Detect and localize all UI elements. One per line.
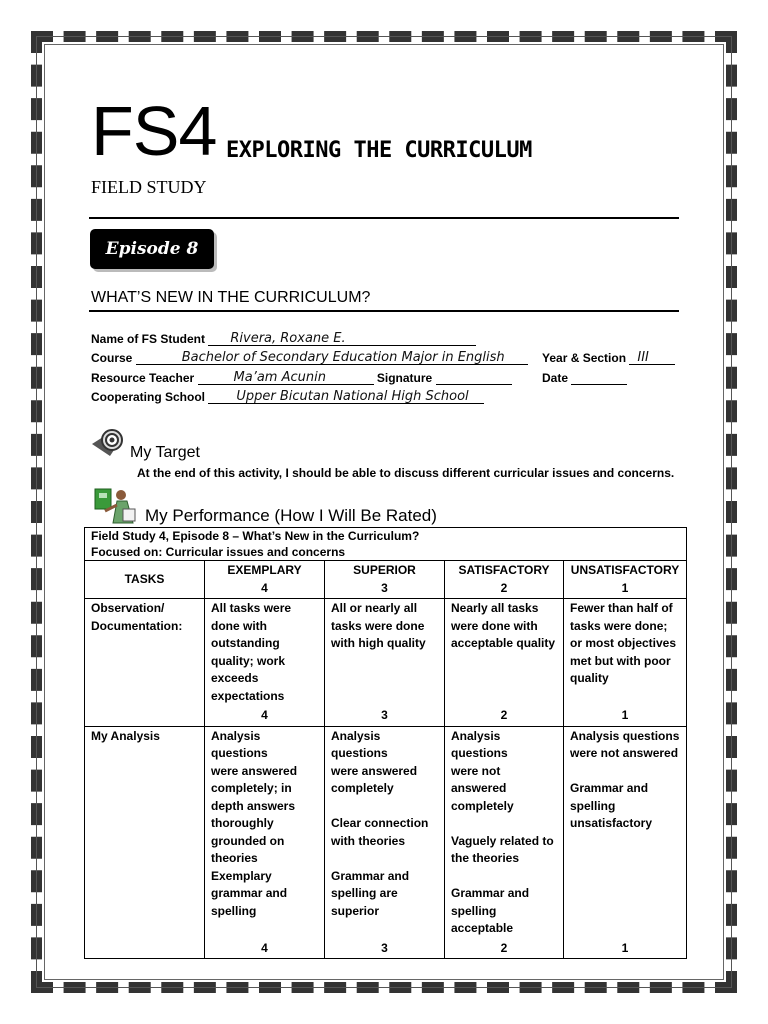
score-cell: 3 xyxy=(325,939,445,959)
divider-section xyxy=(89,310,679,312)
criteria-cell: Analysis questions were answered completely Clear connection with theories Grammar and spelling are superior xyxy=(325,726,445,939)
student-name-label: Name of FS Student xyxy=(91,332,206,346)
tasks-header: TASKS xyxy=(85,561,205,599)
score-cell: 4 xyxy=(205,939,325,959)
teacher-clipart-icon xyxy=(93,485,139,525)
criteria-cell: Analysis questions were not answered Grammar and spelling unsatisfactory xyxy=(564,726,687,939)
level-name: EXEMPLARY xyxy=(227,563,302,577)
level-name: SATISFACTORY xyxy=(458,563,550,577)
score-cell: 3 xyxy=(325,706,445,726)
year-section-row xyxy=(542,350,675,365)
level-header xyxy=(445,561,564,599)
teacher-label: Resource Teacher xyxy=(91,371,195,385)
year-section-label: Year & Section xyxy=(542,351,627,365)
rubric-title-row xyxy=(85,528,687,561)
table-row xyxy=(85,599,687,707)
task-name: Observation/ Documentation: xyxy=(85,599,205,727)
student-name-row xyxy=(91,331,476,346)
field-study-label: FIELD STUDY xyxy=(91,177,207,197)
level-header xyxy=(564,561,687,599)
level-score: 4 xyxy=(261,580,268,595)
my-target-heading: My Target xyxy=(130,444,200,461)
score-cell: 1 xyxy=(564,706,687,726)
criteria-cell: All tasks were done with outstanding quality; work exceeds expectations xyxy=(205,599,325,707)
my-target-text: At the end of this activity, I should be able to discuss different curricular issues and concerns. xyxy=(137,466,675,480)
course-row xyxy=(91,350,528,365)
course-field xyxy=(136,350,528,365)
level-name: SUPERIOR xyxy=(353,563,416,577)
course-value: Bachelor of Secondary Education Major in English xyxy=(181,350,505,365)
student-name-field xyxy=(208,331,476,346)
level-name: UNSATISFACTORY xyxy=(570,563,680,577)
teacher-value: Ma’am Acunin xyxy=(233,370,326,385)
teacher-field xyxy=(198,370,374,385)
school-row xyxy=(91,389,484,404)
signature-label: Signature xyxy=(376,371,433,385)
signature-field xyxy=(436,370,512,385)
criteria-cell: All or nearly all tasks were done with high quality xyxy=(325,599,445,707)
year-section-field xyxy=(629,350,675,365)
level-score: 1 xyxy=(621,580,629,595)
rubric-title-cell xyxy=(85,528,687,561)
level-header xyxy=(325,561,445,599)
school-value: Upper Bicutan National High School xyxy=(236,389,469,404)
teacher-row xyxy=(91,370,512,385)
criteria-cell: Nearly all tasks were done with acceptable quality xyxy=(445,599,564,707)
rubric-header-row xyxy=(85,561,687,599)
date-label: Date xyxy=(542,371,569,385)
task-name: My Analysis xyxy=(85,726,205,959)
rubric-focus: Focused on: Curricular issues and concerns xyxy=(91,545,346,559)
student-name-value: Rivera, Roxane E. xyxy=(230,331,346,346)
table-row xyxy=(85,726,687,939)
rubric-table xyxy=(84,527,687,959)
level-header xyxy=(205,561,325,599)
level-score: 2 xyxy=(500,580,508,595)
criteria-cell: Analysis questions were answered completely; in depth answers thoroughly grounded on theories Exemplary grammar and spelling xyxy=(205,726,325,939)
episode-badge: Episode 8 xyxy=(90,229,214,269)
target-icon xyxy=(90,424,126,460)
course-label: Course xyxy=(91,351,133,365)
school-label: Cooperating School xyxy=(91,390,205,404)
course-code: FS4 xyxy=(91,92,217,170)
section-title: WHAT’S NEW IN THE CURRICULUM? xyxy=(91,289,371,306)
rubric-title: Field Study 4, Episode 8 – What’s New in the Curriculum? xyxy=(91,529,420,543)
level-score: 3 xyxy=(381,580,388,595)
criteria-cell: Analysis questions were not answered completely Vaguely related to the theories Grammar and spelling acceptable xyxy=(445,726,564,939)
score-cell: 4 xyxy=(205,706,325,726)
my-performance-heading: My Performance (How I Will Be Rated) xyxy=(145,506,437,525)
year-section-value: III xyxy=(637,350,649,365)
score-cell: 2 xyxy=(445,939,564,959)
divider-top xyxy=(89,217,679,219)
school-field xyxy=(208,389,484,404)
date-field xyxy=(571,370,627,385)
criteria-cell: Fewer than half of tasks were done; or most objectives met but with poor quality xyxy=(564,599,687,707)
course-title: EXPLORING THE CURRICULUM xyxy=(226,138,532,163)
score-cell: 2 xyxy=(445,706,564,726)
score-cell: 1 xyxy=(564,939,687,959)
date-row xyxy=(542,370,627,385)
